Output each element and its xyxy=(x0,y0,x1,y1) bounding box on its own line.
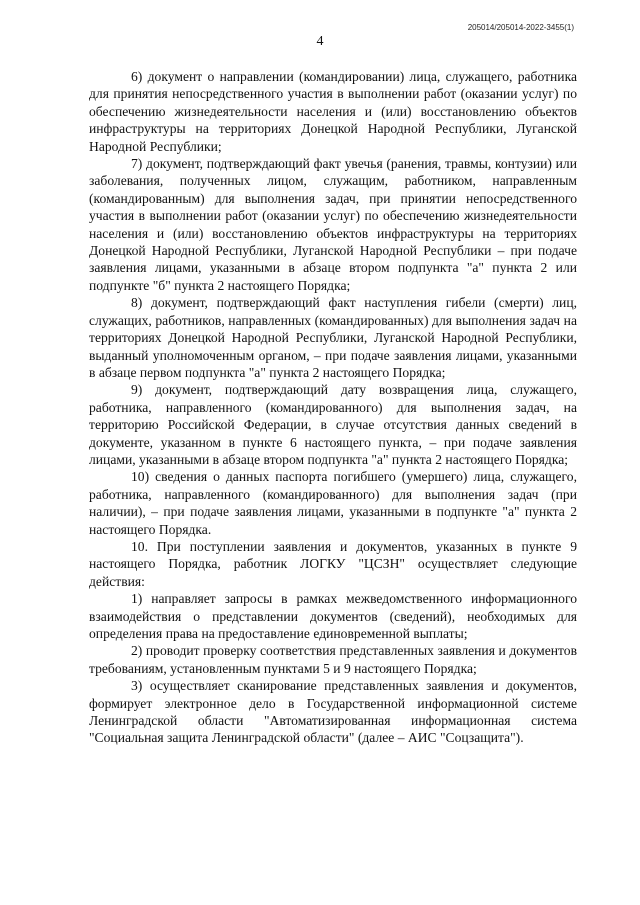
paragraph-item-8: 8) документ, подтверждающий факт наступления гибели (смерти) лиц, служащих, работников, направленных (командированных) для выполнения задач на территориях Донецкой Народной Республики, Луганской Народной Республики, выданный уполномоченным органом, – при подаче заявления лицами, указанными в абзаце первом подпункта "а" пункта 2 настоящего Порядка; xyxy=(89,295,577,380)
paragraph-item-10: 10) сведения о данных паспорта погибшего (умершего) лица, служащего, работника, направленного (командированного) для выполнения задач (при наличии), – при подаче заявления лицами, указанными в подпункте "а" пункта 2 настоящего Порядка. xyxy=(89,469,577,537)
paragraph-action-1: 1) направляет запросы в рамках межведомственного информационного взаимодействия о представлении документов (сведений), необходимых для определения права на предоставление единовременной выплаты; xyxy=(89,591,577,641)
paragraph-item-9: 9) документ, подтверждающий дату возвращения лица, служащего, работника, направленного (командированного) для выполнения задач, на территорию Российской Федерации, в случае отсутствия данных сведений в документе, указанном в пункте 6 настоящего пункта, – при подаче заявления лицами, указанными в абзаце втором подпункта "а" пункта 2 настоящего Порядка; xyxy=(89,382,577,467)
page-number: 4 xyxy=(316,34,324,49)
paragraph-point-10: 10. При поступлении заявления и документов, указанных в пункте 9 настоящего Порядка, работник ЛОГКУ "ЦСЗН" осуществляет следующие действия: xyxy=(89,538,577,589)
document-id: 205014/205014-2022-3455(1) xyxy=(467,23,574,32)
paragraph-action-3: 3) осуществляет сканирование представленных заявления и документов, формирует электронное дело в Государственной информационной системе Ленинградской области "Автоматизированная информационная система "Социальная защита Ленинградской области" (далее – АИС "Соцзащита"). xyxy=(89,678,577,746)
paragraph-action-2: 2) проводит проверку соответствия представленных заявления и документов требованиям, установленным пунктами 5 и 9 настоящего Порядка; xyxy=(89,643,577,676)
document-body xyxy=(89,68,577,747)
paragraph-item-7: 7) документ, подтверждающий факт увечья (ранения, травмы, контузии) или заболевания, полученных лицом, служащим, работником, направленным (командированным) для выполнения задач, при принятии непосредственного участия в выполнении работ (оказании услуг) по обеспечению жизнедеятельности населения и (или) восстановлению объектов инфраструктуры на территориях Донецкой Народной Республики, Луганской Народной Республики – при подаче заявления лицами, указанными в абзаце втором подпункта "а" пункта 2 или подпункте "б" пункта 2 настоящего Порядка; xyxy=(89,156,577,293)
paragraph-item-6: 6) документ о направлении (командировании) лица, служащего, работника для принятия непосредственного участия в выполнении работ (оказании услуг) по обеспечению жизнедеятельности населения и (или) восстановлению объектов инфраструктуры на территориях Донецкой Народной Республики, Луганской Народной Республики; xyxy=(89,69,577,154)
